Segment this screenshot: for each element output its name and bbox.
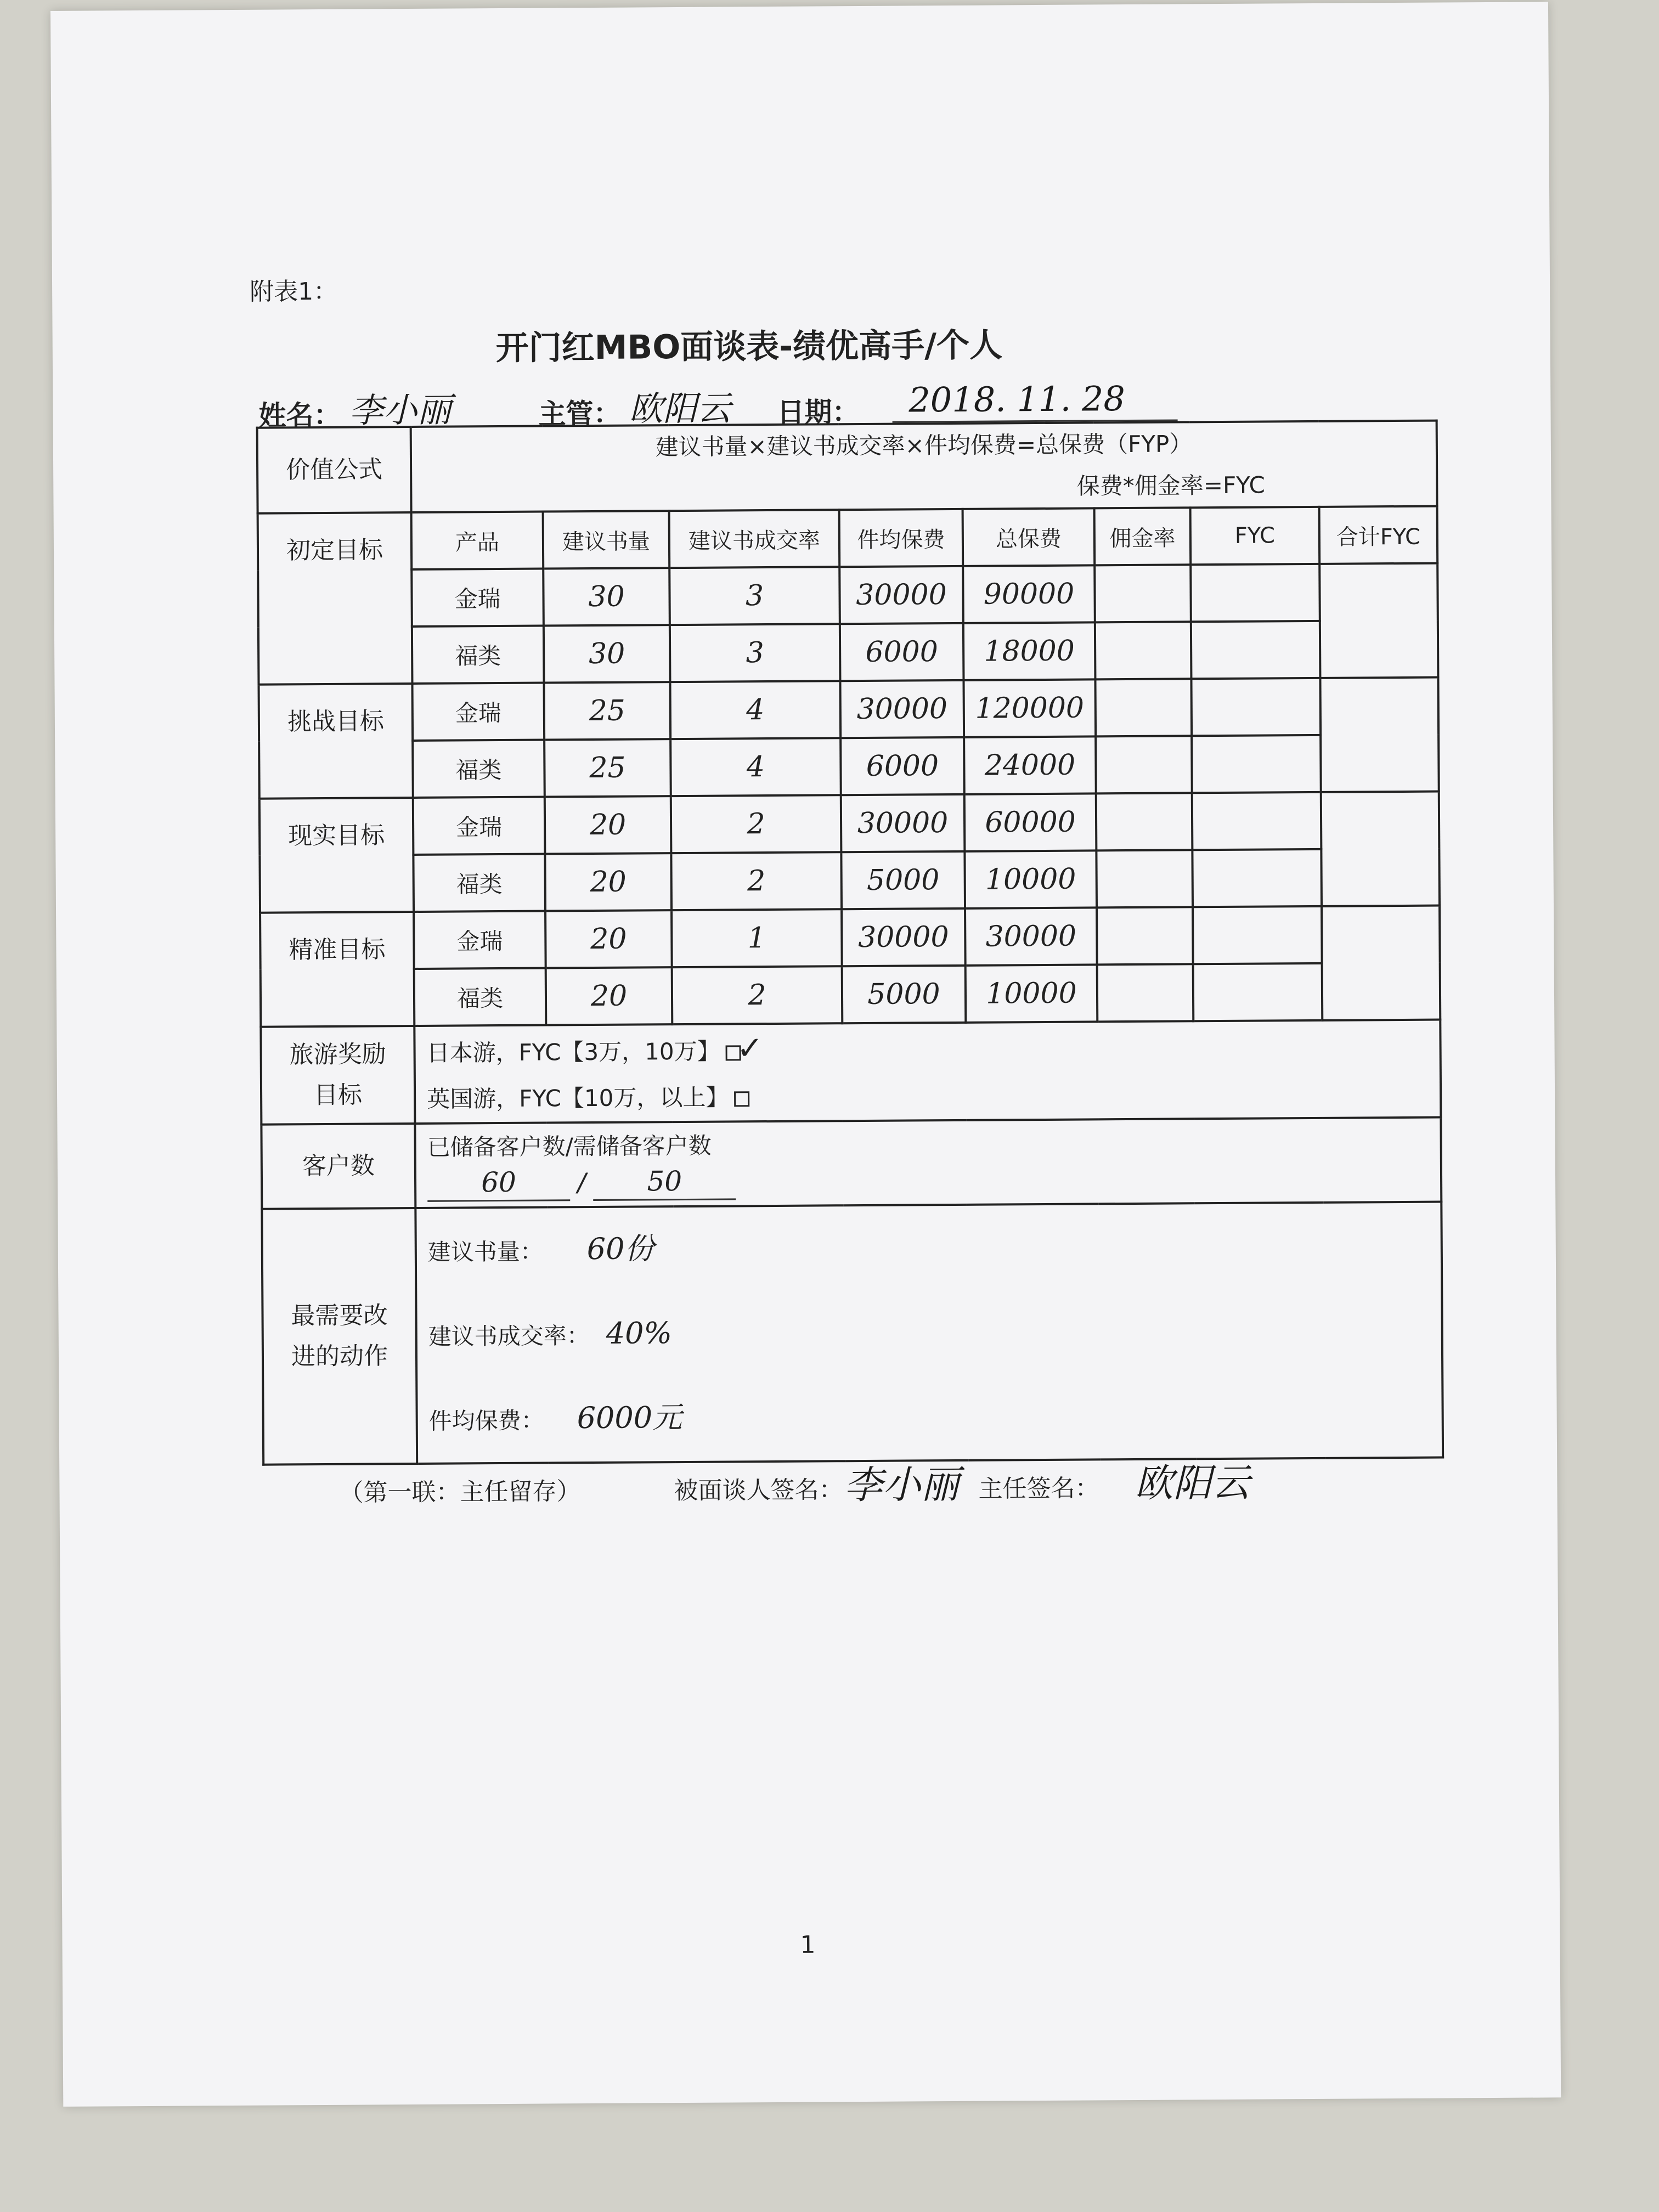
proposals-cell: 25	[544, 739, 671, 797]
improve-item	[427, 1203, 1441, 1294]
copy-note: （第一联：主任留存）	[339, 1477, 581, 1507]
target-label: 挑战目标	[259, 684, 413, 799]
target-label: 精准目标	[260, 912, 414, 1027]
total-premium-cell: 120000	[963, 679, 1096, 737]
improve-item-value: 6000元	[577, 1400, 682, 1436]
value-formula	[411, 421, 1437, 512]
column-header: 建议书成交率	[669, 510, 840, 568]
commission-rate-cell	[1097, 907, 1193, 964]
date-value: 2018. 11. 28	[909, 379, 1125, 420]
fyc-cell	[1192, 792, 1322, 850]
improve-item-value: 60份	[586, 1231, 654, 1267]
column-header: 佣金率	[1094, 507, 1191, 565]
avg-premium-cell: 30000	[842, 909, 966, 966]
product-cell: 金瑞	[413, 797, 545, 855]
improve-label: 最需要改进的动作	[262, 1208, 417, 1465]
commission-rate-cell	[1094, 565, 1191, 622]
proposals-cell: 30	[543, 568, 670, 625]
travel-option-japan-text: 日本游，FYC【3万，10万】	[426, 1037, 720, 1066]
director-signature: 欧阳云	[1135, 1460, 1250, 1506]
avg-premium-cell: 30000	[840, 680, 964, 738]
column-header: 总保费	[963, 508, 1095, 566]
proposals-cell: 20	[545, 853, 672, 911]
improve-item	[428, 1288, 1441, 1378]
proposals-cell: 20	[545, 796, 672, 854]
improve-item-label: 建议书量：	[427, 1238, 543, 1266]
travel-reward-label: 旅游奖励目标	[261, 1026, 415, 1125]
total-premium-cell: 10000	[964, 850, 1097, 908]
product-cell: 金瑞	[414, 911, 546, 969]
checkbox-icon[interactable]	[734, 1091, 749, 1107]
customers-separator: /	[577, 1167, 586, 1197]
customers-cell	[415, 1118, 1441, 1208]
total-premium-cell: 60000	[964, 793, 1097, 851]
avg-premium-cell: 5000	[841, 851, 965, 909]
fyc-cell	[1191, 678, 1321, 736]
fyc-cell	[1192, 735, 1321, 793]
fyc-cell	[1191, 621, 1321, 679]
form-sheet	[50, 2, 1561, 2107]
fyc-cell	[1192, 849, 1322, 907]
proposals-cell: 20	[546, 967, 673, 1025]
form-title: 开门红MBO面谈表-绩优高手/个人	[495, 326, 1003, 368]
date-label: 日期：	[777, 396, 860, 428]
reserved-customers: 60	[427, 1164, 570, 1202]
avg-premium-cell: 6000	[840, 623, 964, 681]
proposals-cell: 30	[544, 625, 670, 682]
product-cell: 福类	[412, 626, 544, 684]
column-header: 合计FYC	[1319, 506, 1438, 564]
table-row	[259, 678, 1439, 742]
rate-cell: 2	[671, 795, 842, 853]
improve-item	[428, 1372, 1442, 1463]
supervisor-label: 主管：	[538, 397, 621, 430]
table-row	[260, 906, 1440, 970]
customers-text: 已储备客户数/需储备客户数	[427, 1132, 712, 1161]
interviewee-signature: 李小丽	[844, 1462, 960, 1508]
page-number: 1	[800, 1931, 816, 1959]
rate-cell: 2	[671, 852, 842, 910]
needed-customers: 50	[593, 1163, 736, 1201]
improve-cell	[415, 1202, 1443, 1464]
improve-item-value: 40%	[606, 1316, 672, 1351]
total-fyc-cell	[1322, 906, 1440, 1020]
total-premium-cell: 10000	[966, 964, 1098, 1022]
product-cell: 福类	[413, 740, 545, 798]
total-premium-cell: 30000	[965, 907, 1097, 965]
commission-rate-cell	[1097, 964, 1194, 1022]
total-premium-cell: 90000	[963, 565, 1095, 623]
table-row	[259, 849, 1440, 913]
rate-cell: 4	[670, 681, 840, 739]
rate-cell: 3	[669, 567, 840, 625]
formula-line-2: 保费*佣金率=FYC	[1076, 471, 1266, 500]
table-row	[259, 735, 1439, 799]
rate-cell: 1	[672, 909, 842, 967]
column-header: 建议书量	[543, 511, 670, 568]
table-row	[261, 963, 1441, 1027]
supervisor-value: 欧阳云	[629, 388, 731, 429]
column-header: 件均保费	[839, 509, 963, 567]
improve-item-label: 建议书成交率：	[428, 1322, 590, 1350]
product-cell: 金瑞	[413, 683, 545, 741]
customers-values	[427, 1159, 1440, 1201]
appendix-label: 附表1：	[249, 277, 338, 306]
total-fyc-cell	[1319, 563, 1438, 678]
rate-cell: 3	[670, 624, 840, 682]
column-header: 产品	[411, 512, 544, 569]
rate-cell: 4	[670, 738, 841, 796]
product-cell: 金瑞	[411, 569, 544, 627]
total-premium-cell: 18000	[963, 622, 1096, 680]
commission-rate-cell	[1096, 793, 1193, 850]
fyc-cell	[1193, 906, 1322, 964]
product-cell: 福类	[414, 968, 546, 1026]
value-formula-label: 价值公式	[257, 427, 411, 514]
proposals-cell: 20	[545, 910, 672, 968]
checkmark-icon: ✓	[736, 1029, 764, 1067]
fyc-cell	[1190, 564, 1320, 622]
commission-rate-cell	[1095, 622, 1192, 679]
commission-rate-cell	[1096, 850, 1193, 907]
travel-option-uk	[427, 1070, 1440, 1122]
avg-premium-cell: 6000	[840, 737, 964, 795]
interviewee-signature-label: 被面谈人签名：	[674, 1476, 843, 1505]
avg-premium-cell: 5000	[842, 966, 966, 1023]
proposals-cell: 25	[544, 682, 670, 740]
total-fyc-cell	[1321, 792, 1440, 906]
travel-options	[414, 1020, 1441, 1124]
avg-premium-cell: 30000	[839, 566, 963, 624]
director-signature-label: 主任签名：	[978, 1474, 1099, 1503]
table-row	[259, 792, 1440, 856]
total-premium-cell: 24000	[964, 736, 1096, 794]
commission-rate-cell	[1095, 679, 1192, 736]
product-cell: 福类	[413, 854, 545, 912]
table-row	[258, 563, 1438, 628]
total-fyc-cell	[1320, 678, 1438, 792]
avg-premium-cell: 30000	[841, 794, 965, 852]
commission-rate-cell	[1096, 736, 1192, 793]
improve-item-label: 件均保费：	[428, 1407, 544, 1435]
customers-label: 客户数	[261, 1124, 415, 1209]
formula-line-1: 建议书量×建议书成交率×件均保费=总保费（FYP）	[655, 430, 1193, 461]
fyc-cell	[1193, 963, 1323, 1021]
rate-cell: 2	[672, 966, 843, 1024]
target-label: 初定目标	[258, 512, 413, 685]
travel-option-japan	[426, 1021, 1440, 1076]
table-row	[258, 620, 1438, 685]
name-label: 姓名：	[258, 399, 341, 432]
target-label: 现实目标	[259, 798, 414, 913]
travel-option-uk-text: 英国游，FYC【10万，以上】	[426, 1084, 729, 1113]
column-header: FYC	[1190, 507, 1320, 565]
name-value: 李小丽	[349, 390, 452, 431]
mbo-table	[256, 420, 1444, 1466]
